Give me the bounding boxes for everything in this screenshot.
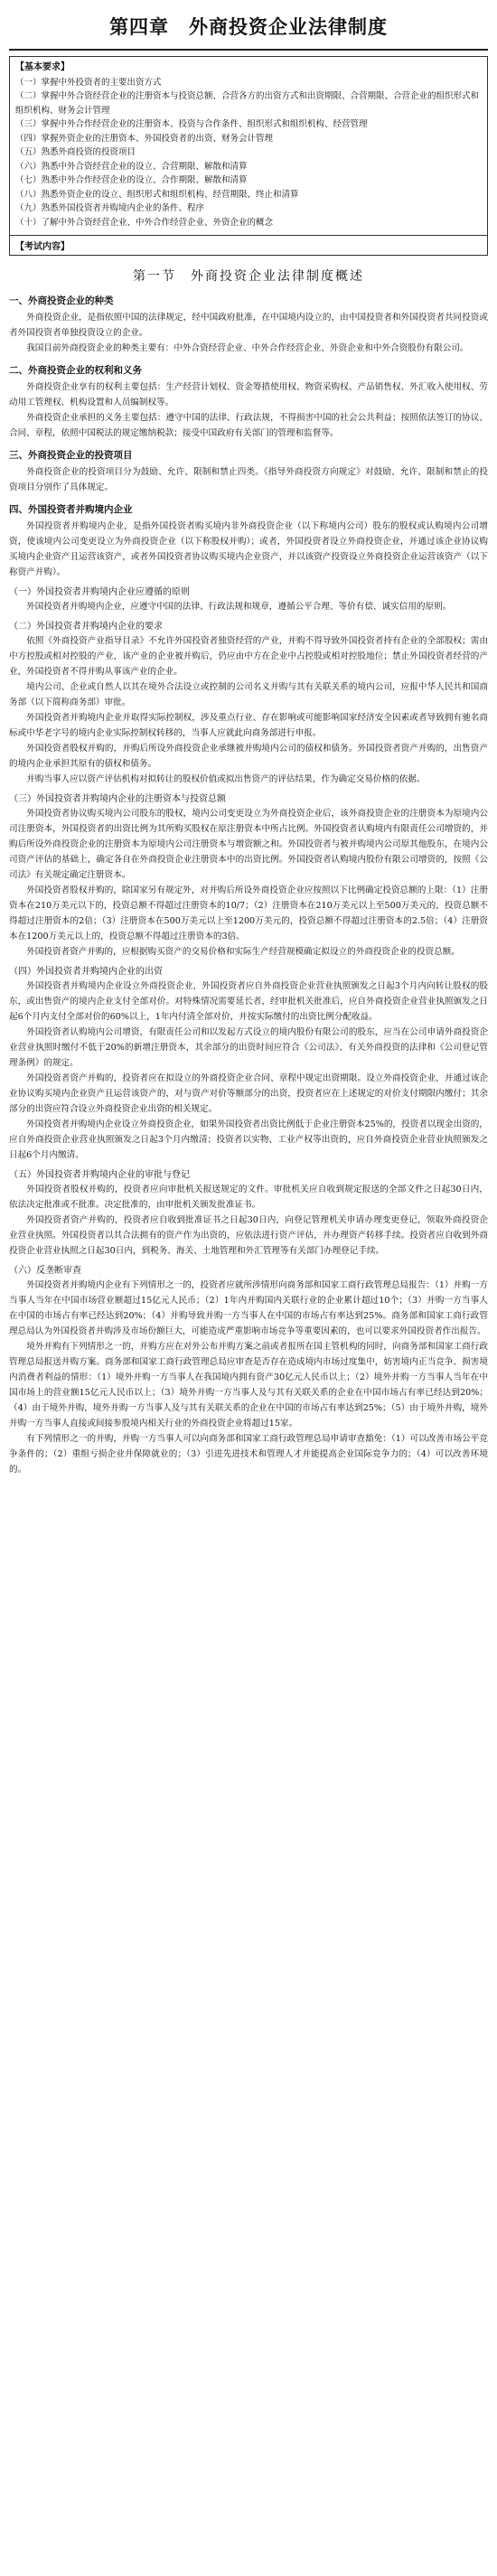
chapter-title: 第四章 外商投资企业法律制度 [9, 7, 488, 51]
paragraph: 境内公司、企业或自然人以其在境外合法设立或控制的公司名义并购与其有关联关系的境内公司，应报中华人民共和国商务部（以下简称商务部）审批。 [9, 682, 488, 707]
paragraph: 外国投资者资产并购的，应根据购买资产的交易价格和实际生产经营规模确定拟设立的外商投资企业的投资总额。 [26, 947, 460, 957]
paragraph: 外国投资者股权并购的，并购后所设外商投资企业承继被并购境内公司的债权和债务。外国投资者资产并购的，出售资产的境内企业承担其原有的债权和债务。 [9, 744, 488, 769]
paragraph: 外国投资者并购境内企业，是指外国投资者购买境内非外商投资企业（以下称境内公司）股东的股权或认购境内公司增资，使该境内公司变更设立为外商投资企业（以下称股权并购）；或者，外国投资者设立外商投资企业，并通过该企业协议购买境内企业资产且运营该资产，或者外国投资者协议购买境内企业资产，并以该资产投资设立外商投资企业运营该资产（以下称资产并购）。 [9, 521, 488, 577]
requirement-item: （八）熟悉外资企业的设立、组织形式和组织机构、经营期限、终止和清算 [15, 189, 299, 200]
paragraph: 外国投资者并购境内企业，应遵守中国的法律、行政法规和规章，遵循公平合理、等价有偿、诚实信用的原则。 [26, 602, 452, 612]
paragraph: 外国投资者并购境内企业设立外商投资企业，外国投资者应自外商投资企业营业执照颁发之日起3个月内向转让股权的股东，或出售资产的境内企业支付全部对价。对特殊情况需要延长者，经审批机关批准后，应自外商投资企业营业执照颁发之日起6个月内支付全部对价的60%以上，1年内付清全部对价，并按实际缴付的出资比例分配收益。 [9, 981, 488, 1022]
paragraph: 外国投资者资产并购的，投资者应自收到批准证书之日起30日内，向登记管理机关申请办理变更登记，领取外商投资企业营业执照。外国投资者以其合法拥有的资产作为出资的，应依法进行资产评估，并办理资产转移手续。投资者应自收到外商投资企业营业执照之日起30日内，到税务、海关、土地管理和外汇管理等有关部门办理登记手续。 [9, 1215, 488, 1256]
paragraph: 外国投资者协议购买境内公司股东的股权，境内公司变更设立为外商投资企业后，该外商投资企业的注册资本为原境内公司注册资本，外国投资者的出资比例为其所购买股权在原注册资本中所占比例。外国投资者认购境内有限责任公司增资的，并购后所设外商投资企业的注册资本为原境内公司注册资本与增资额之和。外国投资者与被并购境内公司原其他股东，在境内公司资产评估的基础上，确定各自在外商投资企业注册资本中的出资比例。外国投资者认购境内股份有限公司增资的，按照《公司法》有关规定确定注册资本。 [9, 809, 488, 880]
section-subheading: 一、外商投资企业的种类 [9, 295, 114, 306]
section-subheading: 二、外商投资企业的权利和义务 [9, 365, 142, 376]
paragraph: 依照《外商投资产业指导目录》不允许外国投资者独资经营的产业，并购不得导致外国投资者持有企业的全部股权；需由中方控股或相对控股的产业，该产业的企业被并购后，仍应由中方在企业中占控股或相对控股地位；禁止外国投资者经营的产业，外国投资者不得并购从事该产业的企业。 [9, 636, 488, 677]
paragraph: 有下列情形之一的并购，并购一方当事人可以向商务部和国家工商行政管理总局申请审查豁免：（1）可以改善市场公平竞争条件的；（2）重组亏损企业并保障就业的；（3）引进先进技术和管理人才并能提高企业国际竞争力的；（4）可以改善环境的。 [9, 1434, 488, 1475]
sections-container [9, 294, 488, 1477]
section-subheading: 四、外国投资者并购境内企业 [9, 504, 133, 515]
minor-heading: （五）外国投资者并购境内企业的审批与登记 [9, 1170, 190, 1180]
paragraph: 外国投资者资产并购的，投资者应在拟设立的外商投资企业合同、章程中规定出资期限。设立外商投资企业，并通过该企业协议购买境内企业资产且运营该资产的，对与资产对价等额部分的出资，投资者应在上述规定的对价支付期限内缴付；其余部分的出资应符合设立外商投资企业出资的相关规定。 [9, 1073, 488, 1114]
paragraph: 外商投资企业享有的权利主要包括：生产经营计划权、资金筹措使用权、物资采购权、产品销售权、外汇收入使用权、劳动用工管理权、机构设置和人员编制权等。 [9, 382, 488, 407]
requirement-item: （四）掌握外资企业的注册资本、外国投资者的出资、财务会计管理 [15, 133, 274, 144]
requirement-item: （十）了解中外合资经营企业、中外合作经营企业、外资企业的概念 [15, 217, 274, 228]
paragraph: 并购当事人应以资产评估机构对拟转让的股权价值或拟出售资产的评估结果，作为确定交易价格的依据。 [26, 774, 426, 784]
paragraph: 外商投资企业承担的义务主要包括：遵守中国的法律、行政法规，不得损害中国的社会公共利益；按照依法签订的协议、合同、章程，依照中国税法的规定缴纳税款；接受中国政府有关部门的管理和监督等。 [9, 413, 488, 438]
exam-content-heading: 【考试内容】 [9, 236, 488, 256]
paragraph: 外国投资者并购境内企业有下列情形之一的，投资者应就所涉情形向商务部和国家工商行政管理总局报告：（1）并购一方当事人当年在中国市场营业额超过15亿元人民币；（2）1年内并购国内关联行业的企业累计超过10个；（3）并购一方当事人在中国的市场占有率已经达到20%；（4）并购导致并购一方当事人在中国的市场占有率达到25%。商务部和国家工商行政管理总局认为外国投资者并购涉及市场份额巨大，可能造成严重影响市场竞争等重要因素的，也可以要求外国投资者作出报告。 [9, 1280, 488, 1336]
paragraph: 外国投资者并购境内企业设立外商投资企业，如果外国投资者出资比例低于企业注册资本25%的，投资者以现金出资的，应自外商投资企业营业执照颁发之日起3个月内缴清；投资者以实物、工业产权等出资的，应自外商投资企业营业执照颁发之日起6个月内缴清。 [9, 1119, 488, 1160]
minor-heading: （二）外国投资者并购境内企业的要求 [9, 622, 163, 632]
minor-heading: （一）外国投资者并购境内企业应遵循的原则 [9, 587, 190, 597]
section-subheading: 三、外商投资企业的投资项目 [9, 450, 133, 461]
paragraph: 外国投资者股权并购的，投资者应向审批机关报送规定的文件。审批机关应自收到规定报送的全部文件之日起30日内，依法决定批准或不批准。决定批准的，由审批机关颁发批准证书。 [9, 1185, 488, 1210]
requirement-item: （一）掌握中外投资者的主要出资方式 [15, 77, 162, 88]
requirement-item: （七）熟悉中外合作经营企业的设立、合作期限、解散和清算 [15, 175, 248, 185]
requirements-list [15, 76, 482, 230]
minor-heading: （四）外国投资者并购境内企业的出资 [9, 967, 163, 977]
requirements-box [9, 56, 488, 236]
paragraph: 外商投资企业的投资项目分为鼓励、允许、限制和禁止四类。《指导外商投资方向规定》对鼓励、允许、限制和禁止的投资项目分别作了具体规定。 [9, 467, 488, 492]
requirement-item: （六）熟悉中外合资经营企业的设立、合营期限、解散和清算 [15, 161, 248, 172]
paragraph: 外商投资企业，是指依照中国的法律规定，经中国政府批准，在中国境内设立的，由中国投资者和外国投资者共同投资或者外国投资者单独投资设立的企业。 [9, 313, 488, 338]
requirement-item: （五）熟悉外商投资的投资项目 [15, 147, 136, 157]
paragraph: 外国投资者认购境内公司增资，有限责任公司和以发起方式设立的境内股份有限公司的股东，应当在公司申请外商投资企业营业执照时缴付不低于20%的新增注册资本，其余部分的出资时间应符合《公司法》、有关外商投资的法律和《公司登记管理条例》的规定。 [9, 1027, 488, 1068]
paragraph: 境外并购有下列情形之一的，并购方应在对外公布并购方案之前或者报所在国主管机构的同时，向商务部和国家工商行政管理总局报送并购方案。商务部和国家工商行政管理总局应审查是否存在造成境内市场过度集中，妨害境内正当竞争、损害境内消费者利益的情形：（1）境外并购一方当事人在我国境内拥有资产30亿元人民币以上；（2）境外并购一方当事人当年在中国市场上的营业额15亿元人民币以上；（3）境外并购一方当事人及与其有关联关系的企业在中国市场占有率已经达到20%；（4）由于境外并购，境外并购一方当事人及与其有关联关系的企业在中国的市场占有率达到25%；（5）由于境外并购，境外并购一方当事人直接或间接参股境内相关行业的外商投资企业将超过15家。 [9, 1342, 488, 1429]
section-title: 第一节 外商投资企业法律制度概述 [133, 269, 364, 284]
requirement-item: （二）掌握中外合资经营企业的注册资本与投资总额、合营各方的出资方式和出资期限、合营期限、合营企业的组织形式和组织机构、财务会计管理 [15, 91, 480, 116]
paragraph: 外国投资者股权并购的，除国家另有规定外，对并购后所设外商投资企业应按照以下比例确定投资总额的上限：（1）注册资本在210万美元以下的，投资总额不得超过注册资本的10/7；（2）注册资本在210万美元以上至500万美元的，投资总额不得超过注册资本的2倍；（3）注册资本在500万美元以上至1200万美元的，投资总额不得超过注册资本的2.5倍；（4）注册资本在1200万美元以上的，投资总额不得超过注册资本的3倍。 [9, 885, 488, 941]
requirement-item: （三）掌握中外合作经营企业的注册资本、投资与合作条件、组织形式和组织机构、经营管理 [15, 119, 368, 129]
minor-heading: （三）外国投资者并购境内企业的注册资本与投资总额 [9, 794, 226, 804]
paragraph: 我国目前外商投资企业的种类主要有：中外合资经营企业、中外合作经营企业、外资企业和中外合资股份有限公司。 [26, 343, 469, 353]
requirements-heading: 【基本要求】 [15, 62, 70, 72]
minor-heading: （六）反垄断审查 [9, 1266, 81, 1276]
paragraph: 外国投资者并购境内企业并取得实际控制权，涉及重点行业、存在影响或可能影响国家经济安全因素或者导致拥有驰名商标或中华老字号的境内企业实际控制权转移的，当事人应就此向商务部进行申报。 [9, 713, 488, 738]
requirement-item: （九）熟悉外国投资者并购境内企业的条件、程序 [15, 203, 205, 213]
